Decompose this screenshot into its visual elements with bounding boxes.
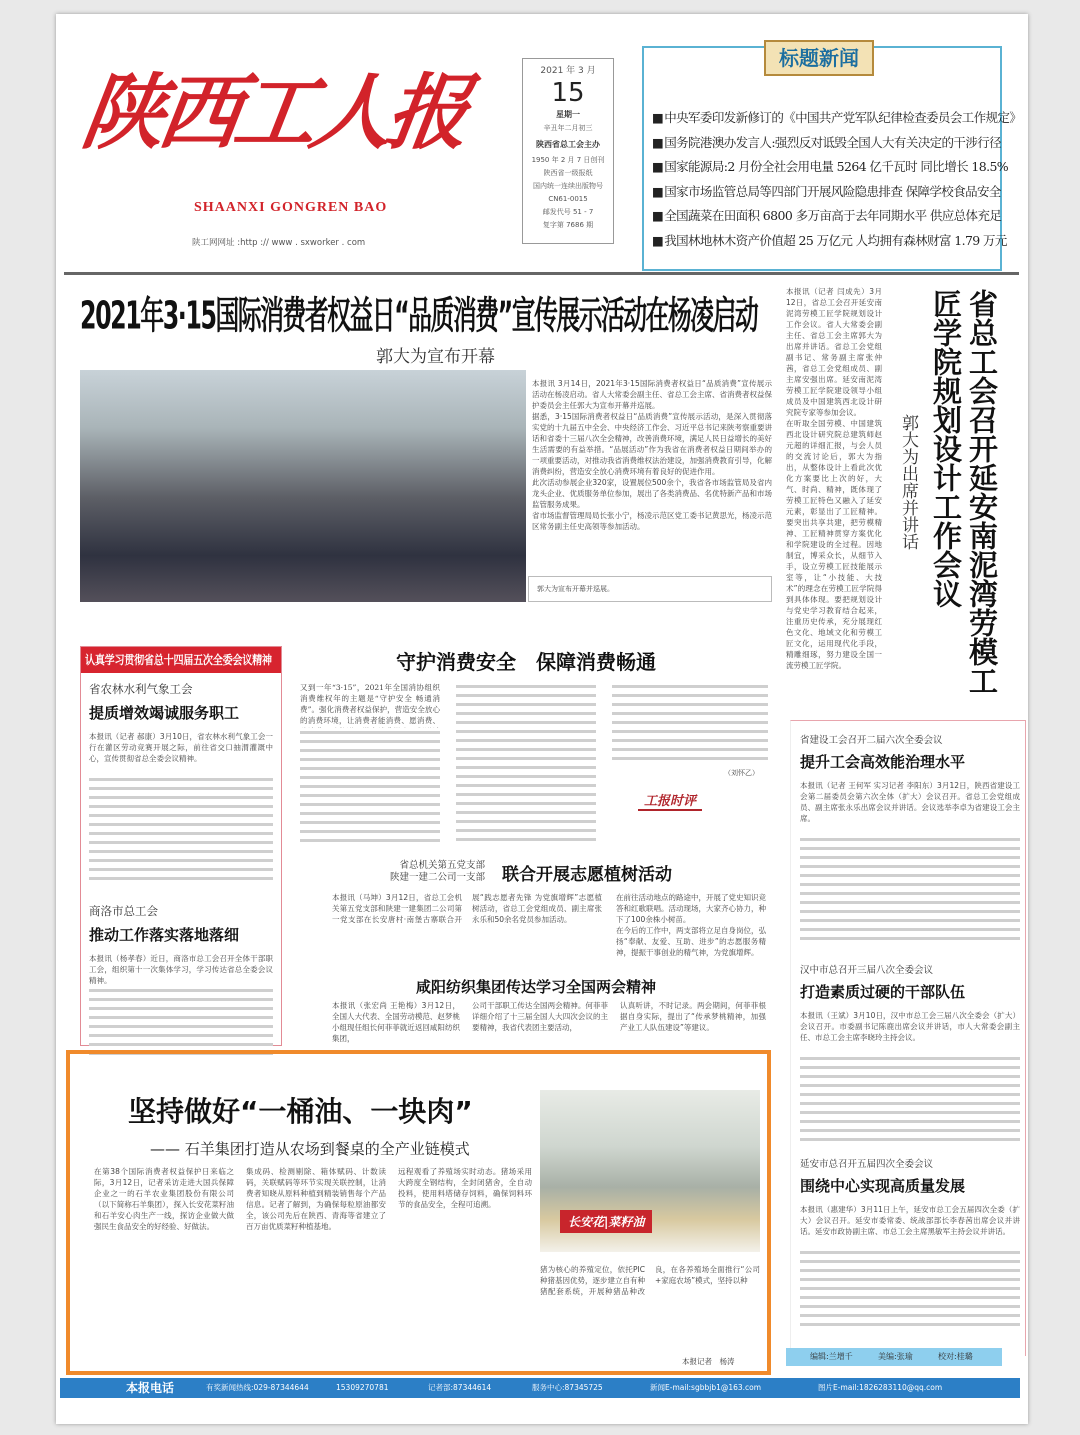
weekday: 星期一 [556, 110, 580, 119]
tree-body: 本报讯（马坤）3月12日，省总工会机关第五党支部和陕建一建集团二公司第一党支部在长安唐村·南堡古寨联合开展“践志愿者先锋 为党旗增辉”志愿植树活动，省总工会党组成员、副主席张永乐和50余名党员参加活动。 [332, 893, 602, 924]
lead-photo [80, 370, 526, 602]
newspaper-page [56, 14, 1028, 1424]
cn-label: 国内统一连续出版物号 [533, 182, 603, 190]
feature-body: 在第38个国际消费者权益保护日来临之际，3月12日，记者采访走进大国兵保障企业之一的石羊农业集团股份有限公司（以下简称石羊集团），探入长安花菜籽油和石羊安心肉生产一线，探访企业做大做强民生食品安全的好经验、好做法。 [94, 1167, 234, 1231]
commentary-body-continued [456, 682, 596, 844]
feature-box [66, 1050, 771, 1375]
article-headline[interactable]: 推动工作落实落地落细 [89, 926, 240, 944]
article-body-continued [89, 775, 273, 885]
article-body: 本报讯（惠建华）3月11日上午，延安市总工会五届四次全委（扩大）会议召开。延安市委常委、统战部部长李春茜出席会议并讲话。延安市政协副主席、市总工会主席黑敏军主持会议并讲话。 [800, 1205, 1020, 1236]
right-article [800, 962, 1020, 1144]
reporters-phone: 记者部:87344614 [428, 1383, 492, 1392]
feature-subtitle: —— 石羊集团打造从农场到餐桌的全产业链模式 [150, 1140, 470, 1158]
xianyang-body: 本报讯（张宏尚 王艳梅）3月12日，全国人大代表、全国劳动模范、赵梦桃小组现任组长何菲菲就近返回咸阳纺织集团， [332, 1001, 460, 1043]
article-body-continued [800, 1054, 1020, 1144]
photo-brand-label: 长安花|菜籽油 [560, 1210, 652, 1233]
section-banner [81, 647, 281, 673]
service-phone: 服务中心:87345725 [532, 1383, 603, 1392]
founded: 1950 年 2 月 7 日创刊 [531, 156, 605, 164]
article-body: 本报讯（记者 郝康）3月10日，省农林水利气象工会一行在灌区劳动竞赛开展之际，前往省交口抽渭灌溉中心，宣传贯彻省总全委会议精神。 [89, 732, 273, 763]
lead-body: 本报讯 3月14日，2021年3·15国际消费者权益日“品质消费”宣传展示活动在杨凌启动。省人大常委会副主任、省总工会主席、省消费者权益保护委员会主任郭大为宣布开幕并巡展。 据悉，3·15国际消费者权益日“品质消费”宣传展示活动，是深入贯彻落实党的十九届五中全会、中央经济工作会、习近平总书记来陕考察重要讲话和省委十三届八次全会精神，改善消费环境，满足人民日益增长的美好生活需要的有益举措。“品展活动”作为我省在消费者权益日期间举办的一项重要活动，对推动我省消费维权法治建设，加强消费教育引导，化解消费纠纷，营造安全放心消费环境有着良好的促进作用。 此次活动参展企业320家，设置展位500余个，我省各市场监管局及省内龙头企业、优质服务单位参加，展出了各类消费品、名优特新产品和市场监管服务成果。 省市场监督管理局局长张小宁，杨凌示范区党工委书记黄思光，杨凌示范区常务副主任史高领等参加活动。 [532, 379, 772, 531]
proofreader: 校对:桂璐 [938, 1352, 973, 1361]
headline-item[interactable]: ■ 国家能源局:2 月份全社会用电量 5264 亿千瓦时 同比增长 18.5% [652, 155, 1021, 180]
article-headline[interactable]: 打造素质过硬的干部队伍 [800, 983, 966, 1001]
right-article [800, 732, 1020, 945]
article-headline[interactable]: 围绕中心实现高质量发展 [800, 1177, 966, 1195]
masthead-logo: 陕西工人报 [76, 65, 470, 161]
day: 15 [551, 78, 585, 108]
article-kicker: 省建设工会召开二届六次全委会议 [800, 735, 943, 746]
right-feature-headline[interactable]: 省总工会召开延安南泥湾劳模工匠学院规划设计工作会议 [929, 289, 999, 695]
level: 陕西省一级报纸 [543, 169, 593, 177]
feature-byline: 本报记者 杨涛 [682, 1357, 735, 1366]
right-feature-subtitle: 郭大为出席并讲话 [898, 414, 918, 550]
headline-item[interactable]: ■ 中央军委印发新修订的《中国共产党军队纪律检查委员会工作规定》 [652, 106, 1021, 131]
website-link[interactable]: 陕工网网址 :http :// www . sxworker . com [192, 238, 366, 248]
photo-caption-box [528, 576, 772, 602]
hotline: 有奖新闻热线:029-87344644 [206, 1383, 309, 1392]
photo-email[interactable]: 图片E-mail:1826283110@qq.com [818, 1383, 943, 1392]
tree-kicker: 省总机关第五党支部 陕建一建二公司一支部 [390, 860, 486, 883]
article-kicker: 延安市总召开五届四次全委会议 [800, 1159, 934, 1170]
headline-item[interactable]: ■ 我国林地林木资产价值超 25 万亿元 人均拥有森林财富 1.79 万元 [652, 229, 1021, 254]
news-email[interactable]: 新闻E-mail:sgbbjb1@163.com [650, 1383, 762, 1392]
commentary-body-continued [612, 682, 768, 762]
designer: 美编:张瑜 [878, 1352, 913, 1361]
commentary-stamp: 工报时评 [638, 790, 702, 811]
headline-news-banner: 标题新闻 [764, 40, 874, 76]
commentary-author: （刘怀乙） [724, 769, 759, 777]
masthead-divider [64, 272, 1019, 275]
section-banner-text: 认真学习贯彻省总十四届五次全委会议精神 [85, 653, 272, 667]
feature-body: 集成码、检测剔除、箱体赋码、计数读码，关联赋码等环节实现关联控制，让消费者知晓从原料种植到精装销售每个产品信息。记者了解到，为确保每粒原油都安全，该公司先后在陕西、青海等省建立了百万亩优质菜籽种植基地。 [246, 1167, 386, 1231]
commentary-body: 又到一年“3·15”，2021年全国消协组织消费维权年的主题是“守护安全 畅通消费”。强化消费者权益保护，营造安全放心的消费环境，让消费者能消费、愿消费、 [300, 683, 440, 725]
date-box [522, 58, 614, 244]
article-body: 本报讯（王斌）3月10日，汉中市总工会三届八次全委会（扩大）会议召开。市委副书记陈鹿出席会议并讲话，市人大常委会副主任、市总工会主席李晓玲主持会议。 [800, 1011, 1020, 1042]
feature-body: 猪为核心的养殖定位，依托PIC种猪基因优势，逐步建立自有种猪配套系统，开展种猪品种改良，在各养殖场全面推行“公司+家庭农场”模式，坚持以种 [540, 1265, 760, 1296]
xianyang-body: 公司干部职工传达全国两会精神。何菲菲详细介绍了十三届全国人大四次会议的主要精神，我省代表团主要活动， [472, 1001, 608, 1032]
commentary-headline[interactable]: 守护消费安全 保障消费畅通 [396, 650, 656, 674]
study-spirit-section [80, 646, 282, 1046]
masthead-english-name: SHAANXI GONGREN BAO [194, 200, 388, 215]
feature-headline[interactable]: 坚持做好“一桶油、一块肉” [128, 1095, 473, 1128]
editor: 编辑:兰增千 [810, 1352, 853, 1361]
mobile: 15309270781 [336, 1383, 389, 1392]
staff-bar [786, 1348, 1002, 1366]
article-kicker: 商洛市总工会 [89, 904, 158, 918]
article-kicker: 省农林水利气象工会 [89, 682, 193, 696]
postal-code: 邮发代号 51 - 7 [542, 208, 594, 216]
headline-news-box [642, 46, 1022, 271]
lead-subtitle: 郭大为宣布开幕 [376, 347, 495, 367]
right-article [800, 1156, 1020, 1328]
article-headline[interactable]: 提升工会高效能治理水平 [800, 753, 966, 771]
article-headline[interactable]: 提质增效竭诚服务职工 [89, 704, 240, 722]
article-body: 本报讯（记者 王何军 实习记者 李阳东）3月12日，陕西省建设工会第二届委员会第六次全体（扩大）会议召开。省总工会党组成员、副主席张永乐出席会议并讲话。会议选举李卓为省建设工会主席。 [800, 781, 1020, 823]
issue-number: 复字第 7686 期 [542, 221, 594, 229]
lead-headline[interactable]: 2021年3·15国际消费者权益日“品质消费”宣传展示活动在杨凌启动 [80, 292, 758, 338]
xianyang-headline[interactable]: 咸阳纺织集团传达学习全国两会精神 [416, 978, 657, 996]
feature-photo [540, 1090, 760, 1252]
headline-item[interactable]: ■ 全国蔬菜在田面积 6800 多万亩高于去年同期水平 供应总体充足 [652, 204, 1021, 229]
article-body: 本报讯（杨孝春）近日，商洛市总工会召开全体干部职工会，组织第十一次集体学习，学习传达省总全委会议精神。 [89, 954, 273, 985]
headline-list [652, 106, 1021, 253]
article-kicker: 汉中市总召开三届八次全委会议 [800, 965, 934, 976]
headline-item[interactable]: ■ 国务院港澳办发言人:强烈反对诋毁全国人大有关决定的干涉行径 [652, 131, 1021, 156]
lunar-date: 辛丑年二月初三 [543, 124, 593, 132]
right-feature-body: 本报讯（记者 闫成先）3月12日，省总工会召开延安南泥湾劳模工匠学院规划设计工作会议。省人大常委会副主任、省总工会主席郭大为出席并讲话。省总工会党组副书记、常务副主席张仲茜，省总工会党组成员、副主席安强出席。延安南泥湾劳模工匠学院建设领导小组成员及中国建筑西北设计研究院专家等参加会议。 在听取全国劳模、中国建筑西北设计研究院总建筑师赵元超的详细汇报，与会人员的交流讨论后，郭大为指出，从整体设计上看此次优化方案要比上次的好，大气、时尚、精神，既体现了劳模工匠特色又融入了延安元素，彰显出了工匠精神。要突出共享共建，把劳模精神、工匠精神贯穿方案优化和学院建设的全过程。因地制宜，博采众长，从细节入手，设立劳模工匠技能展示室等，让“小技能、大技术”的理念在劳模工匠学院得到具体体现。要把规划设计与党史学习教育结合起来，注重历史传承，充分展现红色文化、地域文化和劳模工匠文化，运用现代化手段，精雕细琢，努力建设全国一流劳模工匠学院。 [786, 287, 882, 670]
article-body-continued [800, 1248, 1020, 1328]
contact-footer [60, 1378, 1020, 1398]
tree-body: 在前往活动地点的路途中，开展了党史知识竞答和红歌联唱。活动现场，大家齐心协力，种下了100余株小树苗。 在今后的工作中，两支部将立足自身岗位，弘扬“奉献、友爱、互助、进步”的志愿服务精神，提振干事创业的精气神，为党旗增辉。 [616, 893, 766, 957]
sponsor: 陕西省总工会主办 [536, 140, 600, 149]
footer-label: 本报电话 [126, 1381, 175, 1395]
cn-number: CN61-0015 [548, 195, 588, 203]
headline-item[interactable]: ■ 国家市场监管总局等四部门开展风险隐患排查 保障学校食品安全 [652, 180, 1021, 205]
year-month: 2021 年 3 月 [540, 66, 596, 76]
tree-headline[interactable]: 联合开展志愿植树活动 [502, 865, 672, 885]
commentary-body-continued [300, 728, 440, 844]
feature-body: 远程观看了养殖场实时动态。猪场采用大跨度全钢结构，全封闭猪舍，全自动投料，使用料塔储存饲料，确保饲料环节的食品安全，全程可追溯。 [398, 1167, 532, 1209]
xianyang-body: 认真听讲，不时记录。两会期间，何菲菲根据自身实际，提出了“传承梦桃精神，加强产业工人队伍建设”等建议。 [620, 1001, 766, 1032]
photo-caption: 郭大为宣布开幕并巡展。 [537, 585, 614, 593]
article-body-continued [800, 835, 1020, 945]
